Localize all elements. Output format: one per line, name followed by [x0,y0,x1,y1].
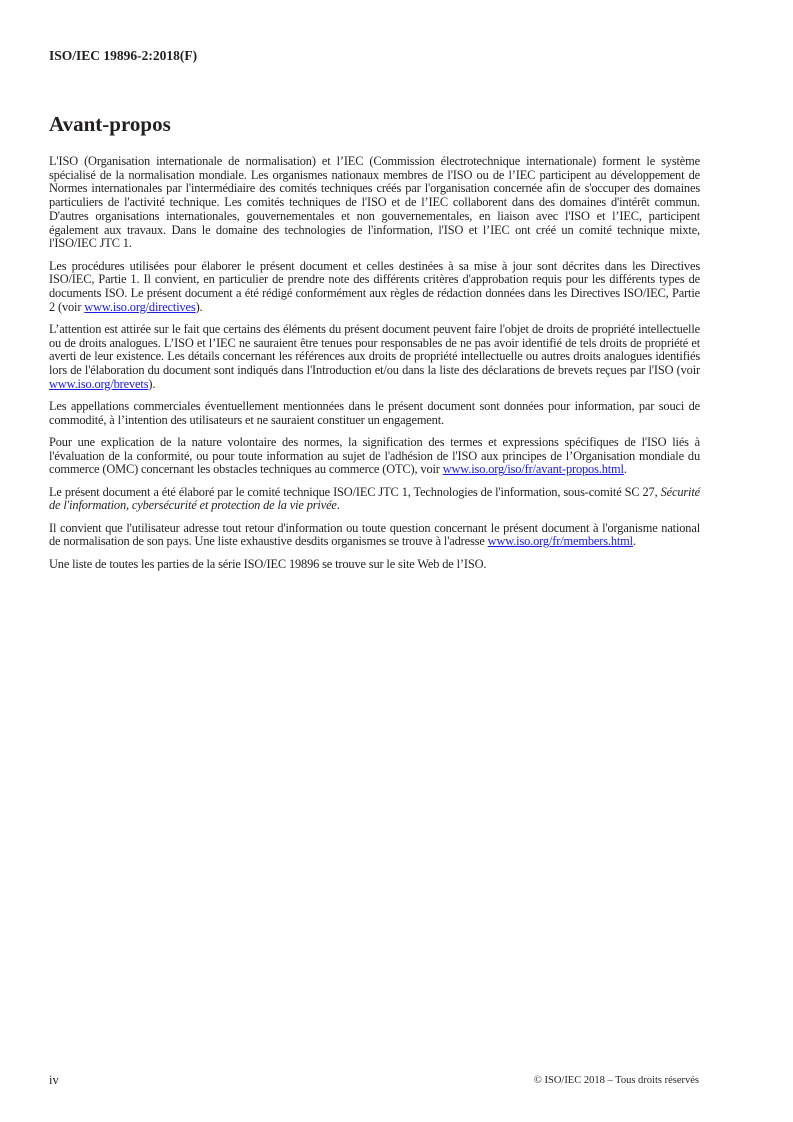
text: L’attention est attirée sur le fait que certains des éléments du présent document peuvent faire l'objet de droits de propriété intellectuelle ou de droits analogues. L’ISO et l’IEC ne sauraient être tenues pour responsables de ne pas avoir identifié de tels droits de propriété et averti de leur existence. Les détails concernant les références aux droits de propriété intellectuelle ou autres droits analogues identifiés lors de l'élaboration du document sont indiqués dans l'Introduction et/ou dans la liste des déclarations de brevets reçues par l'ISO (voir [49,321,700,378]
paragraph-6 [49,486,700,513]
page-title: Avant-propos [49,112,171,136]
brevets-link[interactable]: www.iso.org/brevets [49,376,149,391]
text: ). [148,376,156,391]
text: . [632,534,636,549]
paragraph-7 [49,522,700,549]
directives-link[interactable]: www.iso.org/directives [84,299,196,314]
subcommittee-title: Sécurité de l'information, cybersécurité et protection de la vie privée [49,484,700,513]
paragraph-1: L'ISO (Organisation internationale de normalisation) et l’IEC (Commission électrotechnique internationale) forment le système spécialisé de la normalisation mondiale. Les organismes nationaux membres de l'ISO ou de l’IEC participent au développement de Normes internationales par l'intermédiaire des comités techniques créés par l'organisation concernée afin de s'occuper des domaines particuliers de l'activité technique. Les comités techniques de l'ISO et de l’IEC collaborent dans des domaines d'intérêt commun. D'autres organisations internationales, gouvernementales et non gouvernementales, en liaison avec l'ISO et l’IEC, participent également aux travaux. Dans le domaine des technologies de l'information, l'ISO et l’IEC ont créé un comité technique mixte, l'ISO/IEC JTC 1. [49,154,700,251]
paragraph-3 [49,323,700,392]
copyright: © ISO/IEC 2018 – Tous droits réservés [533,1075,699,1086]
document-id-header: ISO/IEC 19896-2:2018(F) [49,48,198,63]
foreword-body [49,155,700,580]
text: ). [195,299,203,314]
page-number: iv [49,1073,59,1087]
avant-propos-link[interactable]: www.iso.org/iso/fr/avant-propos.html [442,462,624,477]
paragraph-4: Les appellations commerciales éventuellement mentionnées dans le présent document sont données pour information, par souci de commodité, à l’intention des utilisateurs et ne sauraient constituer un engagement. [49,399,700,427]
text: Pour une explication de la nature volontaire des normes, la signification des termes et expressions spécifiques de l'ISO liés à l'évaluation de la conformité, ou pour toute information au sujet de l'adhésion de l'ISO aux principes de l’Organisation mondiale du commerce (OMC) concernant les obstacles techniques au commerce (OTC), voir [49,435,700,477]
text: . [336,498,340,513]
text: Il convient que l'utilisateur adresse tout retour d'information ou toute question concernant le présent document à l'organisme national de normalisation de son pays. Une liste exhaustive desdits organismes se trouve à l'adresse [49,520,700,549]
paragraph-2 [49,260,700,315]
text: Le présent document a été élaboré par le comité technique ISO/IEC JTC 1, Technologies de l'information, sous-comité SC 27, [49,484,661,499]
text: Les procédures utilisées pour élaborer le présent document et celles destinées à sa mise à jour sont décrites dans les Directives ISO/IEC, Partie 1. Il convient, en particulier de prendre note des différents critères d'approbation requis pour les différents types de documents ISO. Le présent document a été rédigé conformément aux règles de rédaction données dans les Directives ISO/IEC, Partie 2 (voir [49,258,700,314]
paragraph-5 [49,436,700,477]
text: . [623,462,627,477]
paragraph-8: Une liste de toutes les parties de la série ISO/IEC 19896 se trouve sur le site Web de l’ISO. [49,556,487,571]
members-link[interactable]: www.iso.org/fr/members.html [487,534,633,549]
